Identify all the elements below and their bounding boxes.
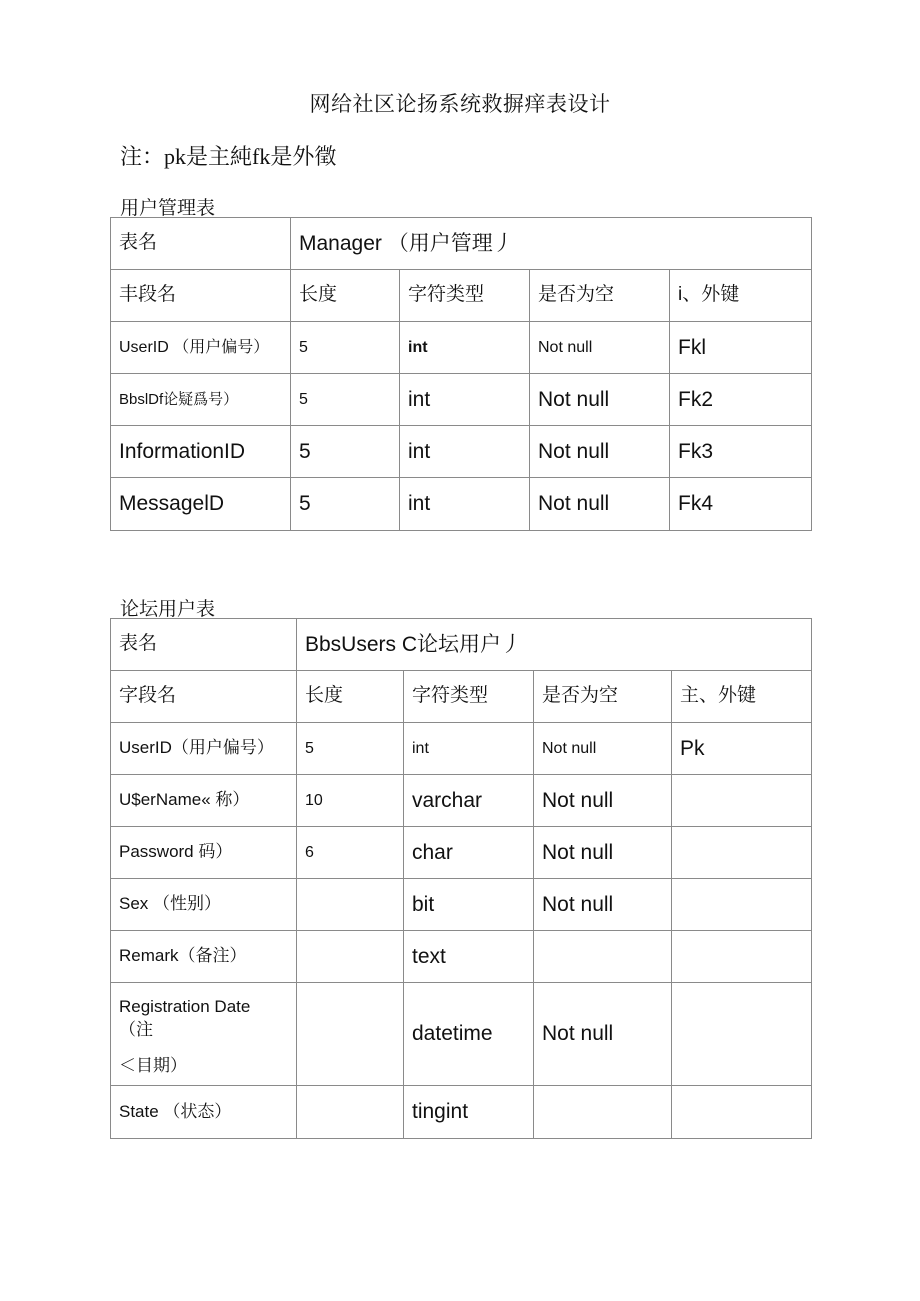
field-type: tingint [404, 1086, 534, 1139]
field-nullable: Not null [534, 879, 672, 931]
table-row [111, 478, 812, 531]
field-key: Pk [672, 723, 812, 775]
table-row [111, 931, 812, 983]
manager-table [110, 217, 812, 531]
table-name-row [111, 619, 812, 671]
field-name: MessagelD [111, 478, 291, 531]
field-length: 5 [297, 723, 404, 775]
field-type: int [400, 322, 530, 374]
field-key [672, 1086, 812, 1139]
header-length: 长度 [291, 270, 400, 322]
field-key: Fkl [670, 322, 812, 374]
field-key [672, 931, 812, 983]
table-row [111, 879, 812, 931]
field-nullable: Not null [534, 827, 672, 879]
field-name: InformationID [111, 426, 291, 478]
table-row [111, 775, 812, 827]
field-key [672, 827, 812, 879]
field-type: int [400, 478, 530, 531]
field-key: Fk2 [670, 374, 812, 426]
field-type: datetime [404, 983, 534, 1086]
table-name-label: 表名 [111, 619, 297, 671]
header-row [111, 671, 812, 723]
header-field-name: 字段名 [111, 671, 297, 723]
field-type: text [404, 931, 534, 983]
field-nullable: Not null [530, 322, 670, 374]
field-type: bit [404, 879, 534, 931]
header-nullable: 是否为空 [534, 671, 672, 723]
table-row [111, 827, 812, 879]
field-length: 5 [291, 478, 400, 531]
bbsusers-table-label: 论坛用户表 [120, 599, 216, 620]
field-name: Remark（备注） [111, 931, 297, 983]
table-name-value: BbsUsers C论坛用户丿 [297, 619, 812, 671]
field-name-line: ＜目期） [119, 1056, 187, 1076]
header-type: 字符类型 [400, 270, 530, 322]
field-type: int [400, 374, 530, 426]
field-length [297, 879, 404, 931]
field-key [672, 983, 812, 1086]
field-nullable: Not null [534, 983, 672, 1086]
field-key: Fk3 [670, 426, 812, 478]
field-type: int [400, 426, 530, 478]
table-row [111, 723, 812, 775]
table-row [111, 322, 812, 374]
field-type: int [404, 723, 534, 775]
field-nullable [534, 931, 672, 983]
field-nullable: Not null [530, 478, 670, 531]
field-nullable: Not null [534, 775, 672, 827]
field-name [111, 983, 297, 1086]
field-type: varchar [404, 775, 534, 827]
field-name: U$erName« 称） [111, 775, 297, 827]
manager-table-label: 用户管理表 [120, 198, 216, 219]
bbsusers-table [110, 618, 812, 1139]
table-row [111, 426, 812, 478]
field-name: BbslDf论疑爲号） [111, 374, 291, 426]
field-length [297, 983, 404, 1086]
field-length: 10 [297, 775, 404, 827]
table-name-row [111, 218, 812, 270]
field-length: 5 [291, 426, 400, 478]
header-type: 字符类型 [404, 671, 534, 723]
field-length [297, 1086, 404, 1139]
header-field-name: 丰段名 [111, 270, 291, 322]
field-name-line: （注 [119, 1019, 153, 1039]
document-title: 网给社区论扬系统救摒痒表设计 [309, 93, 611, 116]
field-key: Fk4 [670, 478, 812, 531]
field-nullable: Not null [530, 374, 670, 426]
field-length: 6 [297, 827, 404, 879]
table-name-label: 表名 [111, 218, 291, 270]
field-name-line: Registration Date [119, 997, 251, 1017]
field-key [672, 775, 812, 827]
field-name: Password 码） [111, 827, 297, 879]
header-key: i、外键 [670, 270, 812, 322]
header-nullable: 是否为空 [530, 270, 670, 322]
key-note: 注：pk是主純fk是外徵 [120, 144, 337, 169]
field-type: char [404, 827, 534, 879]
field-name: Sex （性别） [111, 879, 297, 931]
field-name: UserID （用户偏号） [111, 322, 291, 374]
field-nullable: Not null [534, 723, 672, 775]
field-length: 5 [291, 374, 400, 426]
field-length [297, 931, 404, 983]
field-length: 5 [291, 322, 400, 374]
header-key: 主、外键 [672, 671, 812, 723]
table-name-value: Manager （用户管理丿 [291, 218, 812, 270]
field-name: UserID（用户偏号） [111, 723, 297, 775]
table-row [111, 1086, 812, 1139]
field-key [672, 879, 812, 931]
field-name: State （状态） [111, 1086, 297, 1139]
field-nullable [534, 1086, 672, 1139]
header-row [111, 270, 812, 322]
table-row [111, 374, 812, 426]
header-length: 长度 [297, 671, 404, 723]
table-row [111, 983, 812, 1086]
field-nullable: Not null [530, 426, 670, 478]
